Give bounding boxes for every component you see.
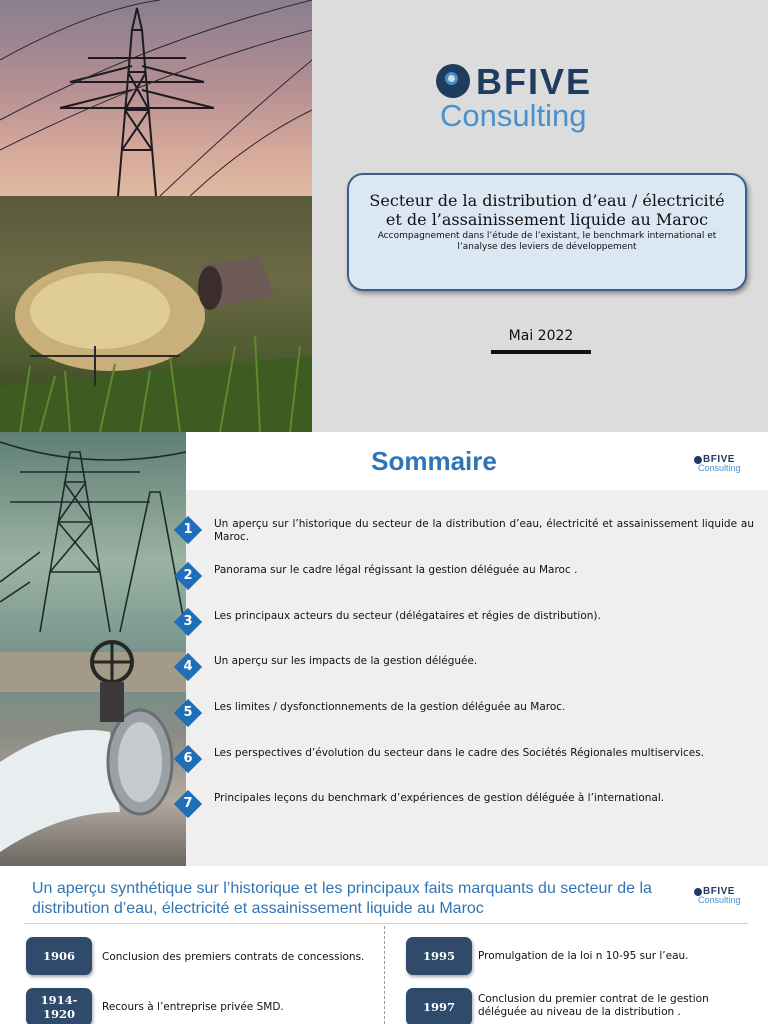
toc-item-text: Panorama sur le cadre légal régissant la gestion déléguée au Maroc . [214,564,578,576]
sommaire-slide [0,432,768,866]
title-box [347,173,747,291]
year-badge: 1906 [26,937,92,975]
power-pylon-photo [0,0,312,196]
toc-number-badge: 1 [176,518,200,542]
toc-item-text: Les perspectives d’évolution du secteur dans le cadre des Sociétés Régionales multiservices. [214,747,705,759]
timeline-event: Conclusion des premiers contrats de concessions. [102,951,365,963]
logo-subtitle: Consulting [440,98,587,133]
cover-date: Mai 2022 [508,328,574,344]
toc-item-2[interactable] [174,560,764,596]
cover-subtitle: Accompagnement dans l’étude de l’existant, le benchmark international et l’analyse des leviers de développement [377,231,717,252]
historique-logo-sub: Consulting [698,895,741,905]
toc-number-badge: 4 [176,655,200,679]
toc-item-5[interactable] [174,697,764,733]
historique-logo [694,886,750,906]
bfive-logo-mark-icon [436,64,470,98]
toc-item-text: Les limites / dysfonctionnements de la gestion déléguée au Maroc. [214,701,566,713]
infrastructure-drawing [0,432,186,866]
cover-slide [0,0,768,432]
sommaire-title: Sommaire [371,446,497,476]
sommaire-logo [694,454,750,474]
toc-item-7[interactable] [174,788,764,824]
sommaire-logo-sub: Consulting [698,463,741,473]
toc-number-badge: 2 [176,564,200,588]
year-badge: 1995 [406,937,472,975]
bfive-logo [436,62,656,142]
toc-item-text: Les principaux acteurs du secteur (délégataires et régies de distribution). [214,610,601,622]
toc-number-badge: 3 [176,610,200,634]
toc-number-badge: 5 [176,701,200,725]
cover-title: Secteur de la distribution d’eau / électricité et de l’assainissement liquide au Maroc [369,191,725,229]
timeline-event: Conclusion du premier contrat de le gestion déléguée au niveau de la distribution . [478,993,709,1018]
timeline-divider [384,926,385,1024]
infrastructure-photo [0,432,186,866]
year-badge: 1914-1920 [26,988,92,1024]
date-underline [491,350,591,354]
logo-wordmark: BFIVE [476,61,593,102]
toc-number-badge: 6 [176,747,200,771]
toc-item-text: Principales leçons du benchmark d’expériences de gestion déléguée à l’international. [214,792,665,804]
sewage-outflow-photo [0,196,312,432]
toc-item-6[interactable] [174,743,764,779]
pylon-drawing [0,0,312,196]
toc-item-4[interactable] [174,651,764,687]
toc-item-text: Un aperçu sur l’historique du secteur de la distribution d’eau, électricité et assainissement liquide au Maroc. [214,518,754,543]
historique-logo-word: BFIVE [703,886,735,897]
historique-title: Un aperçu synthétique sur l’historique et les principaux faits marquants du secteur de la distribution d’eau, électricité et assainissement liquide au Maroc [32,880,652,917]
title-rule [24,923,748,924]
sommaire-logo-word: BFIVE [703,454,735,465]
toc-item-text: Un aperçu sur les impacts de la gestion déléguée. [214,655,478,667]
timeline-event: Promulgation de la loi n 10-95 sur l’eau. [478,950,689,962]
outflow-drawing [0,196,312,432]
toc-number-badge: 7 [176,792,200,816]
year-badge: 1997 [406,988,472,1024]
toc-item-3[interactable] [174,606,764,642]
historique-slide [0,866,768,1024]
toc-item-1[interactable] [174,514,764,550]
timeline-event: Recours à l’entreprise privée SMD. [102,1001,284,1013]
